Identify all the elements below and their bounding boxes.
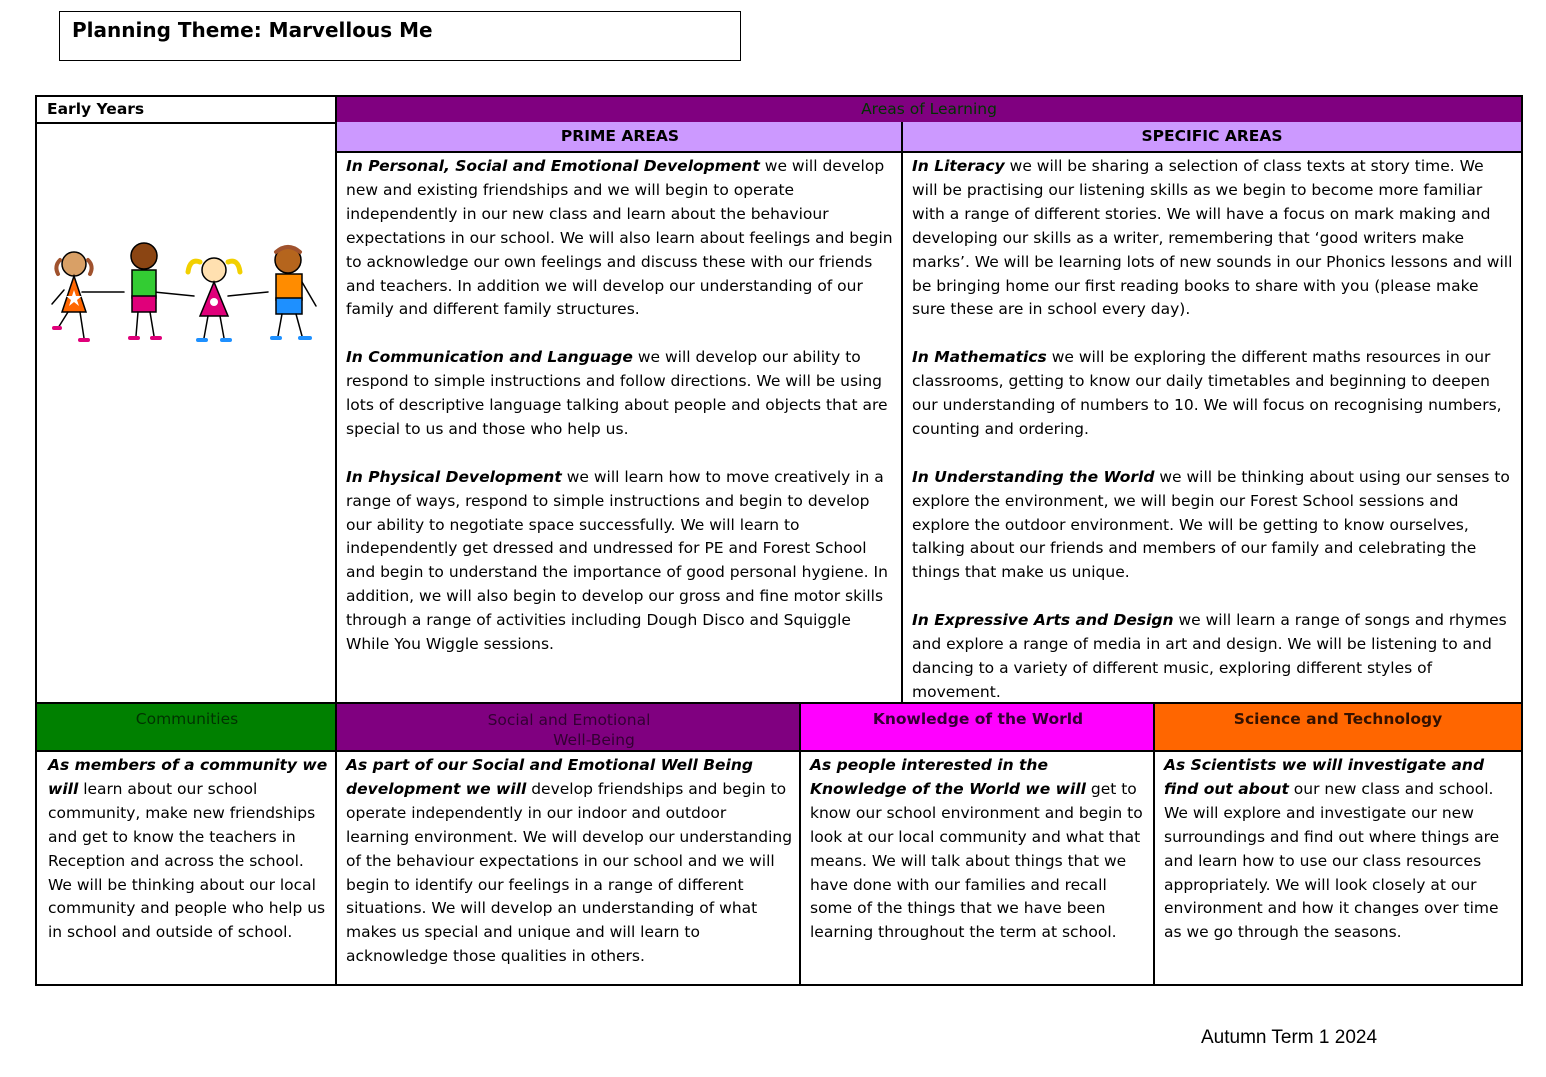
specific-lead: In Understanding the World [912,467,1155,486]
bottom-lead: As members of a community we will [48,756,328,798]
specific-paragraph-arts [912,609,1513,704]
bottom-text: develop friendships and begin to operate independently in our indoor and outdoor learning environment. We will develop our understanding of the behaviour expectations in our school and we will begin to identify our feelings in a range of different situations. We will develop an understanding of what makes us special and unique and will learn to acknowledge those qualities in others. [346,779,793,966]
communities-text: Communities [135,710,239,728]
early-years-text: Early Years [47,100,145,118]
children-holding-hands-icon [44,240,324,350]
science-technology-header [1153,702,1523,752]
prime-text: we will learn how to move creatively in a range of ways, respond to simple instructions and begin to develop our ability to negotiate space successfully. We will learn to independently get dressed and undressed for PE and Forest School and begin to understand the importance of good personal hygiene. In addition, we will also begin to develop our gross and fine motor skills through a range of activities including Dough Disco and Squiggle While You Wiggle sessions. [346,467,888,654]
bottom-text: learn about our school community, make new friendships and get to know the teachers in Reception and across the school. We will be thinking about our local community and people who help us in school and outside of school. [48,779,326,942]
specific-text: we will be sharing a selection of class texts at story time. We will be practising our listening skills as we begin to become more familiar with a range of different stories. We will have a focus on mark making and developing our skills as a writer, remembering that ‘good writers make marks’. We will be learning lots of new sounds in our Phonics lessons and will be bringing home our first reading books to share with you (please make sure these are in school every day). [912,157,1513,319]
prime-lead: In Communication and Language [346,348,633,367]
specific-paragraph-world [912,466,1513,586]
specific-paragraph-literacy [912,155,1513,322]
specific-areas-header [901,122,1523,153]
prime-lead: In Personal, Social and Emotional Development [346,157,760,175]
planning-theme-title: Planning Theme: Marvellous Me [59,11,741,61]
specific-text: we will learn a range of songs and rhymes and explore a range of media in art and design. We will be listening to and dancing to a variety of different music, exploring different styles of movement. [912,611,1507,701]
social-emotional-text: Social and Emotional [487,711,651,729]
social-emotional-content [335,750,801,986]
social-emotional-header [335,702,801,752]
prime-areas-content [335,151,903,704]
communities-header [35,702,337,752]
bottom-text: get to know our school environment and begin to look at our local community and what that means. We will talk about things that we have done with our families and recall some of the things that we have been learning throughout the term at school. [810,779,1143,942]
communities-content [35,750,337,986]
prime-paragraph-communication [346,346,895,442]
science-technology-content [1153,750,1523,986]
well-being-text: Well-Being [553,731,635,749]
prime-areas-text: PRIME AREAS [560,127,680,145]
specific-areas-content [901,151,1523,704]
specific-lead: In Literacy [912,157,1005,175]
bottom-lead: As part of our Social and Emotional Well Being development we will [346,756,753,798]
children-illustration-cell [35,122,337,704]
bottom-lead: As people interested in the Knowledge of the World we will [810,756,1086,798]
areas-of-learning-header [335,95,1523,124]
prime-text: we will develop our ability to respond to simple instructions and follow directions. We will be using lots of descriptive language talking about people and objects that are special to us and those who help us. [346,348,888,438]
term-footer: Autumn Term 1 2024 [1201,1027,1378,1048]
early-years-label [35,95,337,124]
science-text: Science and Technology [1233,710,1443,728]
prime-paragraph-physical [346,466,895,657]
specific-paragraph-maths [912,346,1513,442]
bottom-lead: As Scientists we will investigate and find out about [1164,756,1485,798]
specific-areas-text: SPECIFIC AREAS [1141,127,1283,145]
prime-text: we will develop new and existing friendships and we will begin to operate independently in our new class and learn about the behaviour expectations in our school. We will also learn about feelings and begin to acknowledge our own feelings and discuss these with our friends and teachers. In addition we will develop our understanding of our family and different family structures. [346,157,893,319]
specific-text: we will be thinking about using our senses to explore the environment, we will begin our Forest School sessions and explore the outdoor environment. We will be getting to know ourselves, talking about our friends and members of our family and celebrating the things that make us unique. [912,467,1510,582]
knowledge-text: Knowledge of the World [872,710,1084,728]
specific-lead: In Expressive Arts and Design [912,611,1174,630]
areas-of-learning-text: Areas of Learning [861,100,997,118]
specific-lead: In Mathematics [912,348,1047,367]
prime-paragraph-psed [346,155,895,322]
prime-areas-header [335,122,903,153]
prime-lead: In Physical Development [346,467,562,486]
knowledge-of-world-header [799,702,1155,752]
bottom-text: our new class and school. We will explore and investigate our new surroundings and find out where things are and learn how to use our class resources appropriately. We will look closely at our environment and how it changes over time as we go through the seasons. [1164,779,1500,942]
specific-text: we will be exploring the different maths resources in our classrooms, getting to know our daily timetables and beginning to deepen our understanding of numbers to 10. We will focus on recognising numbers, counting and ordering. [912,348,1502,438]
knowledge-of-world-content [799,750,1155,986]
